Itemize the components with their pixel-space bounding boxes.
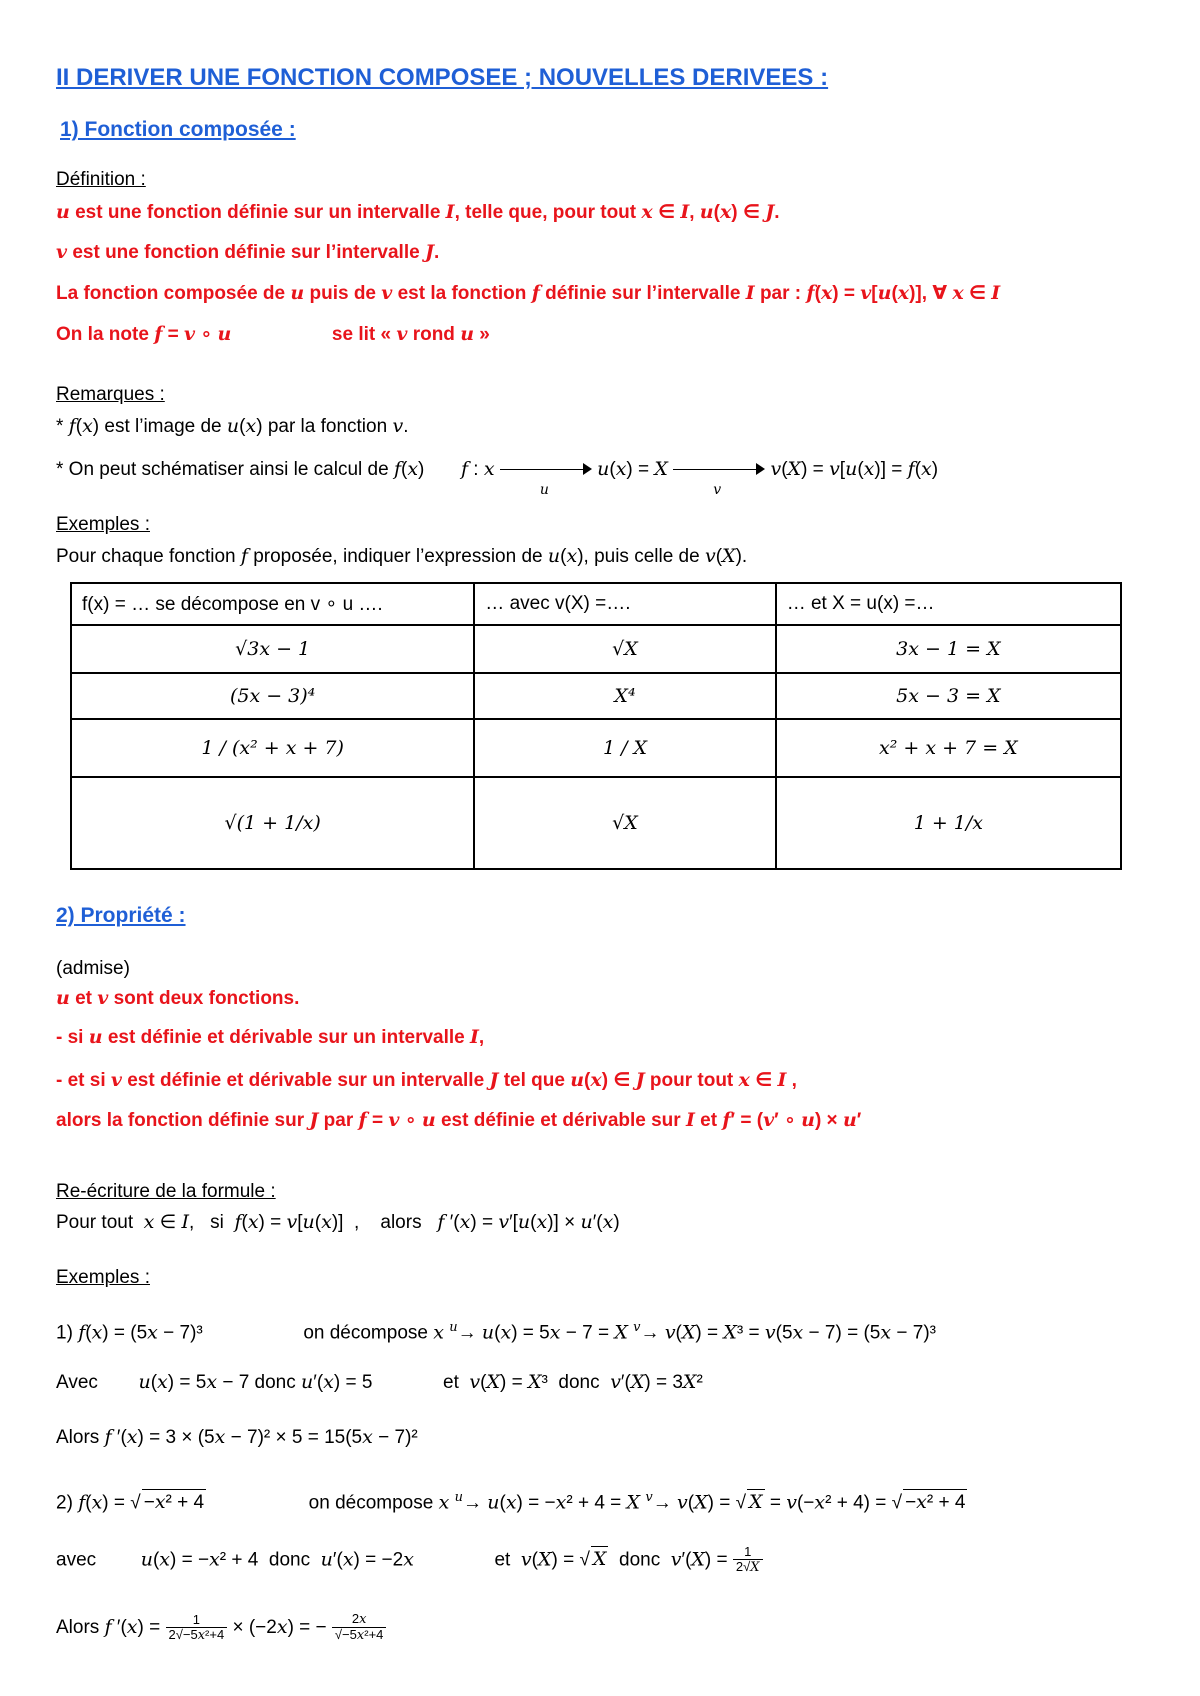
definition-line-3: La fonction composée de u puis de v est la fonction f définie sur l’intervalle I par : f(x) = v[u(x)], ∀ x ∈ I (56, 282, 1001, 304)
table-cell-f: (5x − 3)⁴ (71, 673, 474, 719)
table-cell-v: 1 / X (474, 719, 775, 777)
table-header-row (71, 583, 1121, 625)
exemples-label-1: Exemples : (56, 514, 150, 535)
table-row (71, 777, 1121, 869)
example-1-line-1: 1) f(x) = (5x − 7)³ on décompose x $^u$→ u(x) = 5x − 7 = X $^v$→ v(X) = X³ = v(5x − 7) = (5x − 7)³ (56, 1320, 936, 1344)
section1-heading: 1) Fonction composée : (60, 118, 296, 141)
table-row (71, 673, 1121, 719)
table-cell-v: √X (474, 625, 775, 673)
table-cell-u: 5x − 3 = X (776, 673, 1121, 719)
arrow-u: u (500, 458, 592, 482)
table-cell-u: x² + x + 7 = X (776, 719, 1121, 777)
table-header-cell: … et X = u(x) =… (776, 583, 1121, 625)
admise-note: (admise) (56, 958, 130, 979)
property-line-4: alors la fonction définie sur J par f = v ∘ u est définie et dérivable sur I et f′ = (v′ ∘ u) × u′ (56, 1109, 862, 1131)
remarques-label: Remarques : (56, 384, 165, 405)
table-cell-u: 3x − 1 = X (776, 625, 1121, 673)
arrow-v: v (673, 458, 765, 482)
table-cell-v: X⁴ (474, 673, 775, 719)
example-2-line-3: Alors f ′(x) = $\frac{1}{\text{2√−5x²+4}}$ × (−2x) = − $\frac{2x}{\text{√−5x²+4}}$ (56, 1612, 386, 1644)
definition-line-1: u est une fonction définie sur un intervalle I, telle que, pour tout x ∈ I, u(x) ∈ J. (56, 201, 780, 223)
example-2-line-2: avec u(x) = −x² + 4 donc u′(x) = −2x et v(X) = √ X donc v′(X) = $\frac{1}{2√X}$ (56, 1545, 763, 1576)
table-row (71, 719, 1121, 777)
page-title: II DERIVER UNE FONCTION COMPOSEE ; NOUVELLES DERIVEES : (56, 64, 829, 91)
exemples-instruction: Pour chaque fonction f proposée, indiquer l’expression de u(x), puis celle de v(X). (56, 545, 748, 567)
decomposition-table (70, 582, 1122, 870)
property-line-2: - si u est définie et dérivable sur un intervalle I, (56, 1026, 485, 1048)
property-line-3: - et si v est définie et dérivable sur un intervalle J tel que u(x) ∈ J pour tout x ∈ I , (56, 1069, 797, 1091)
table-cell-f: √(1 + 1/x) (71, 777, 474, 869)
table-row (71, 625, 1121, 673)
example-1-line-2: Avec u(x) = 5x − 7 donc u′(x) = 5 et v(X) = X³ donc v′(X) = 3X² (56, 1371, 703, 1393)
definition-line-2: v est une fonction définie sur l’intervalle J. (56, 241, 440, 263)
rewrite-formula: Pour tout x ∈ I, si f(x) = v[u(x)] , alors f ′(x) = v′[u(x)] × u′(x) (56, 1211, 620, 1233)
table-header-cell: … avec v(X) =…. (474, 583, 775, 625)
rewrite-label: Re-écriture de la formule : (56, 1181, 276, 1202)
definition-line-4: On la note f = v ∘ u se lit « v rond u » (56, 323, 490, 345)
example-2-line-1: 2) f(x) = √ −x² + 4 on décompose x $^u$→ u(x) = −x² + 4 = X $^v$→ v(X) = √ X = v(−x² + 4) = √ −x² + 4 (56, 1490, 966, 1514)
remark-2: * On peut schématiser ainsi le calcul de f(x) f : x u u(x) = X v v(X) = v[u(x)] = f(x) (56, 458, 939, 498)
example-1-line-3: Alors f ′(x) = 3 × (5x − 7)² × 5 = 15(5x − 7)² (56, 1426, 418, 1448)
section2-heading: 2) Propriété : (56, 904, 186, 927)
property-line-1: u et v sont deux fonctions. (56, 987, 300, 1009)
exemples-label-2: Exemples : (56, 1267, 150, 1288)
table-cell-f: 1 / (x² + x + 7) (71, 719, 474, 777)
table-header-cell: f(x) = … se décompose en v ∘ u …. (71, 583, 474, 625)
table-cell-u: 1 + 1/x (776, 777, 1121, 869)
definition-label: Définition : (56, 169, 146, 190)
remark-1: * f(x) est l’image de u(x) par la fonction v. (56, 415, 409, 437)
table-cell-f: √3x − 1 (71, 625, 474, 673)
table-cell-v: √X (474, 777, 775, 869)
